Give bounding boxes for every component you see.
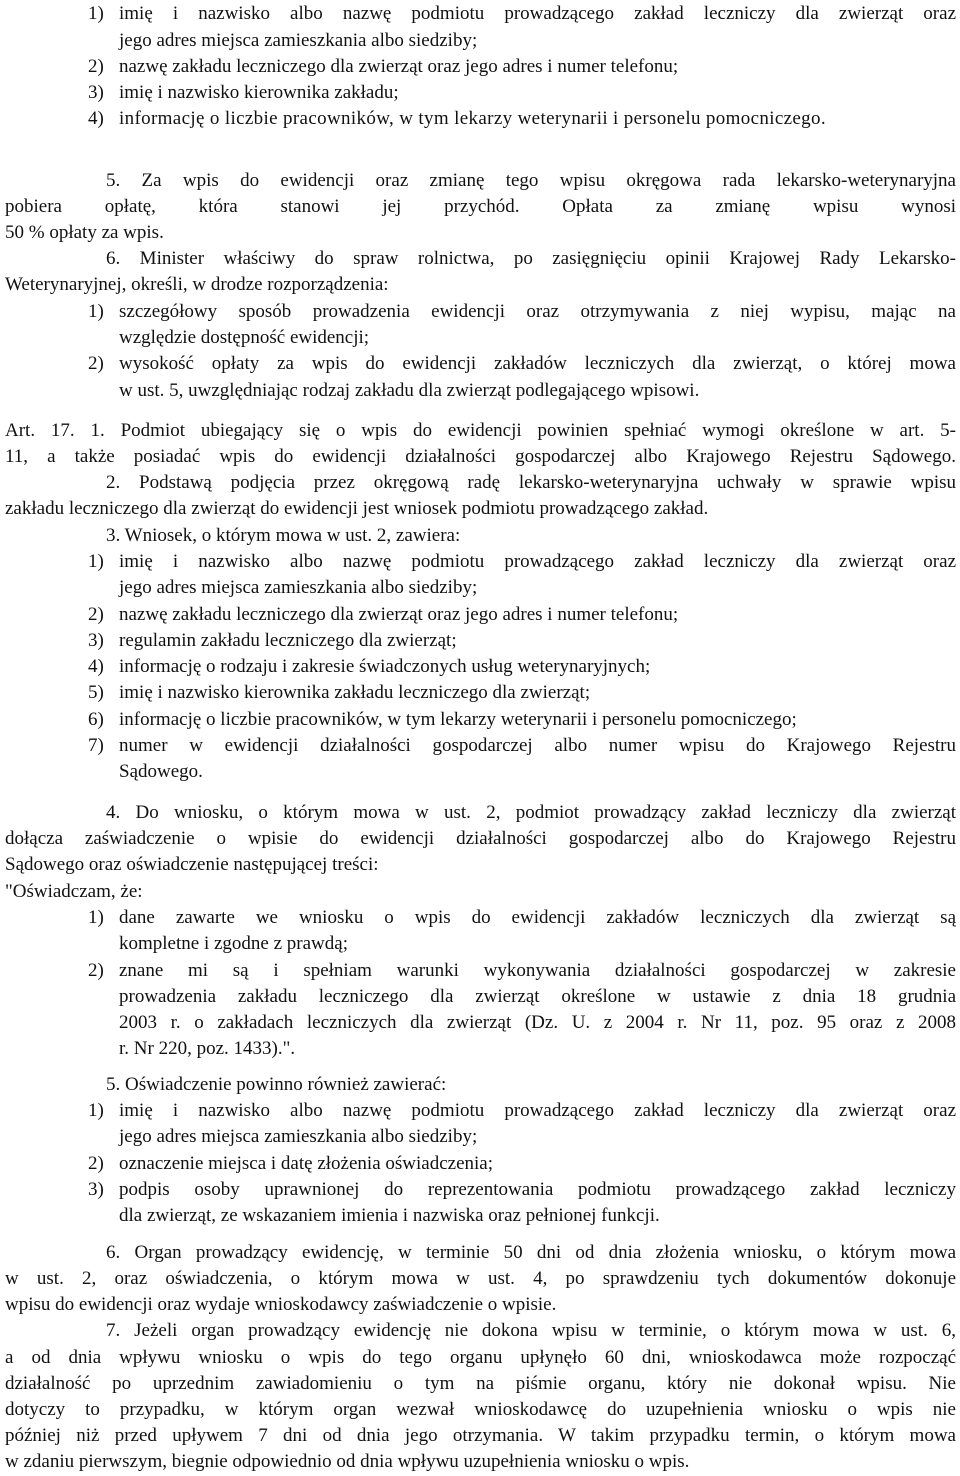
text-line: imię i nazwisko kierownika zakładu leczniczego dla zwierząt;	[119, 682, 591, 703]
text-line: działalność po uprzednim zawiadomieniu o tym na piśmie organu, który nie dokonał wpisu. Nie	[5, 1373, 956, 1394]
list-marker: 3)	[88, 630, 104, 651]
list-marker: 4)	[88, 656, 104, 677]
text-line: kompletne i zgodne z prawdą;	[119, 933, 348, 954]
list-marker: 2)	[88, 604, 104, 625]
text-line: 2003 r. o zakładach leczniczych dla zwierząt (Dz. U. z 2004 r. Nr 11, poz. 95 oraz z 2008	[119, 1012, 956, 1033]
list-marker: 1)	[88, 3, 104, 24]
text-line: podpis osoby uprawnionej do reprezentowania podmiotu prowadzącego zakład leczniczy	[119, 1179, 956, 1200]
list-marker: 6)	[88, 709, 104, 730]
text-line: regulamin zakładu leczniczego dla zwierząt;	[119, 630, 457, 651]
text-line: zakładu leczniczego dla zwierząt do ewidencji jest wniosek podmiotu prowadzącego zakład.	[5, 498, 709, 519]
text-line: Sądowego.	[119, 761, 203, 782]
text-line: nazwę zakładu leczniczego dla zwierząt oraz jego adres i numer telefonu;	[119, 604, 679, 625]
text-line: w ust. 5, uwzględniając rodzaj zakładu dla zwierząt podlegającego wpisowi.	[119, 380, 700, 401]
list-marker: 2)	[88, 353, 104, 374]
text-line: szczegółowy sposób prowadzenia ewidencji oraz otrzymywania z niej wypisu, mając na	[119, 301, 956, 322]
text-line: numer w ewidencji działalności gospodarczej albo numer wpisu do Krajowego Rejestru	[119, 735, 956, 756]
text-line: 6. Organ prowadzący ewidencję, w terminie 50 dni od dnia złożenia wniosku, o którym mowa	[106, 1242, 956, 1263]
text-line: informację o liczbie pracowników, w tym lekarzy weterynarii i personelu pomocniczego;	[119, 709, 797, 730]
text-line: prowadzenia zakładu leczniczego dla zwierząt określone w ustawie z dnia 18 grudnia	[119, 986, 956, 1007]
text-line: oznaczenie miejsca i datę złożenia oświadczenia;	[119, 1153, 493, 1174]
list-marker: 1)	[88, 907, 104, 928]
text-line: wysokość opłaty za wpis do ewidencji zakładów leczniczych dla zwierząt, o której mowa	[119, 353, 956, 374]
text-line: Weterynaryjnej, określi, w drodze rozporządzenia:	[5, 274, 389, 295]
list-marker: 1)	[88, 301, 104, 322]
text-line: "Oświadczam, że:	[5, 881, 143, 902]
list-marker: 1)	[88, 1100, 104, 1121]
text-line: r. Nr 220, poz. 1433).".	[119, 1038, 296, 1059]
text-line: imię i nazwisko albo nazwę podmiotu prowadzącego zakład leczniczy dla zwierząt oraz	[119, 1100, 956, 1121]
list-marker: 3)	[88, 82, 104, 103]
text-line: jego adres miejsca zamieszkania albo siedziby;	[119, 1126, 478, 1147]
text-line: pobiera opłatę, która stanowi jej przychód. Opłata za zmianę wpisu wynosi	[5, 196, 956, 217]
text-line: później niż przed upływem 7 dni od dnia jego otrzymania. W takim przypadku termin, o którym mowa	[5, 1425, 956, 1446]
text-line: 5. Za wpis do ewidencji oraz zmianę tego wpisu okręgowa rada lekarsko-weterynaryjna	[106, 170, 956, 191]
text-line: a od dnia wpływu wniosku o wpis do tego organu upłynęło 60 dni, wnioskodawca może rozpocząć	[5, 1347, 956, 1368]
text-line: wpisu do ewidencji oraz wydaje wnioskodawcy zaświadczenie o wpisie.	[5, 1294, 557, 1315]
text-line: nazwę zakładu leczniczego dla zwierząt oraz jego adres i numer telefonu;	[119, 56, 679, 77]
text-line: jego adres miejsca zamieszkania albo siedziby;	[119, 30, 478, 51]
list-marker: 2)	[88, 1153, 104, 1174]
text-line: dołącza zaświadczenie o wpisie do ewidencji działalności gospodarczej albo do Krajowego Rejestru	[5, 828, 956, 849]
list-marker: 5)	[88, 682, 104, 703]
list-marker: 4)	[88, 108, 104, 129]
text-line: względzie dostępność ewidencji;	[119, 327, 370, 348]
list-marker: 1)	[88, 551, 104, 572]
text-line: imię i nazwisko albo nazwę podmiotu prowadzącego zakład leczniczy dla zwierząt oraz	[119, 551, 956, 572]
text-line: imię i nazwisko albo nazwę podmiotu prowadzącego zakład leczniczy dla zwierząt oraz	[119, 3, 956, 24]
article-heading-line: Art. 17. 1. Podmiot ubiegający się o wpis do ewidencji powinien spełniać wymogi określone w art. 5-	[5, 420, 956, 441]
text-line: 5. Oświadczenie powinno również zawierać:	[106, 1074, 447, 1095]
text-line: w ust. 2, oraz oświadczenia, o którym mowa w ust. 4, po sprawdzeniu tych dokumentów dokonuje	[5, 1268, 956, 1289]
text-line: 6. Minister właściwy do spraw rolnictwa, po zasięgnięciu opinii Krajowej Rady Lekarsko-	[106, 248, 956, 269]
text-line: 2. Podstawą podjęcia przez okręgową radę lekarsko-weterynaryjna uchwały w sprawie wpisu	[106, 472, 956, 493]
list-marker: 7)	[88, 735, 104, 756]
text-line: dla zwierząt, ze wskazaniem imienia i nazwiska oraz pełnionej funkcji.	[119, 1205, 660, 1226]
text-line: 11, a także posiadać wpis do ewidencji działalności gospodarczej albo Krajowego Rejestru Sądowego.	[5, 446, 956, 467]
text-line: jego adres miejsca zamieszkania albo siedziby;	[119, 577, 478, 598]
text-line: 3. Wniosek, o którym mowa w ust. 2, zawiera:	[106, 525, 461, 546]
text-line: dotyczy to przypadku, w którym organ wezwał wnioskodawcę do uzupełnienia wniosku o wpis nie	[5, 1399, 956, 1420]
text-line: 7. Jeżeli organ prowadzący ewidencję nie dokona wpisu w terminie, o którym mowa w ust. 6,	[106, 1320, 956, 1341]
text-line: imię i nazwisko kierownika zakładu;	[119, 82, 399, 103]
text-line: informację o rodzaju i zakresie świadczonych usług weterynaryjnych;	[119, 656, 651, 677]
text-line: 4. Do wniosku, o którym mowa w ust. 2, podmiot prowadzący zakład leczniczy dla zwierząt	[106, 802, 956, 823]
list-marker: 3)	[88, 1179, 104, 1200]
list-marker: 2)	[88, 56, 104, 77]
text-line: dane zawarte we wniosku o wpis do ewidencji zakładów leczniczych dla zwierząt są	[119, 907, 956, 928]
text-line: w zdaniu pierwszym, biegnie odpowiednio od dnia wpływu uzupełnienia wniosku o wpis.	[5, 1451, 690, 1472]
list-marker: 2)	[88, 960, 104, 981]
text-line: Sądowego oraz oświadczenie następującej treści:	[5, 854, 379, 875]
text-line: 50 % opłaty za wpis.	[5, 222, 164, 243]
text-line: znane mi są i spełniam warunki wykonywania działalności gospodarczej w zakresie	[119, 960, 956, 981]
text-line: informację o liczbie pracowników, w tym lekarzy weterynarii i personelu pomocniczego.	[119, 108, 826, 129]
